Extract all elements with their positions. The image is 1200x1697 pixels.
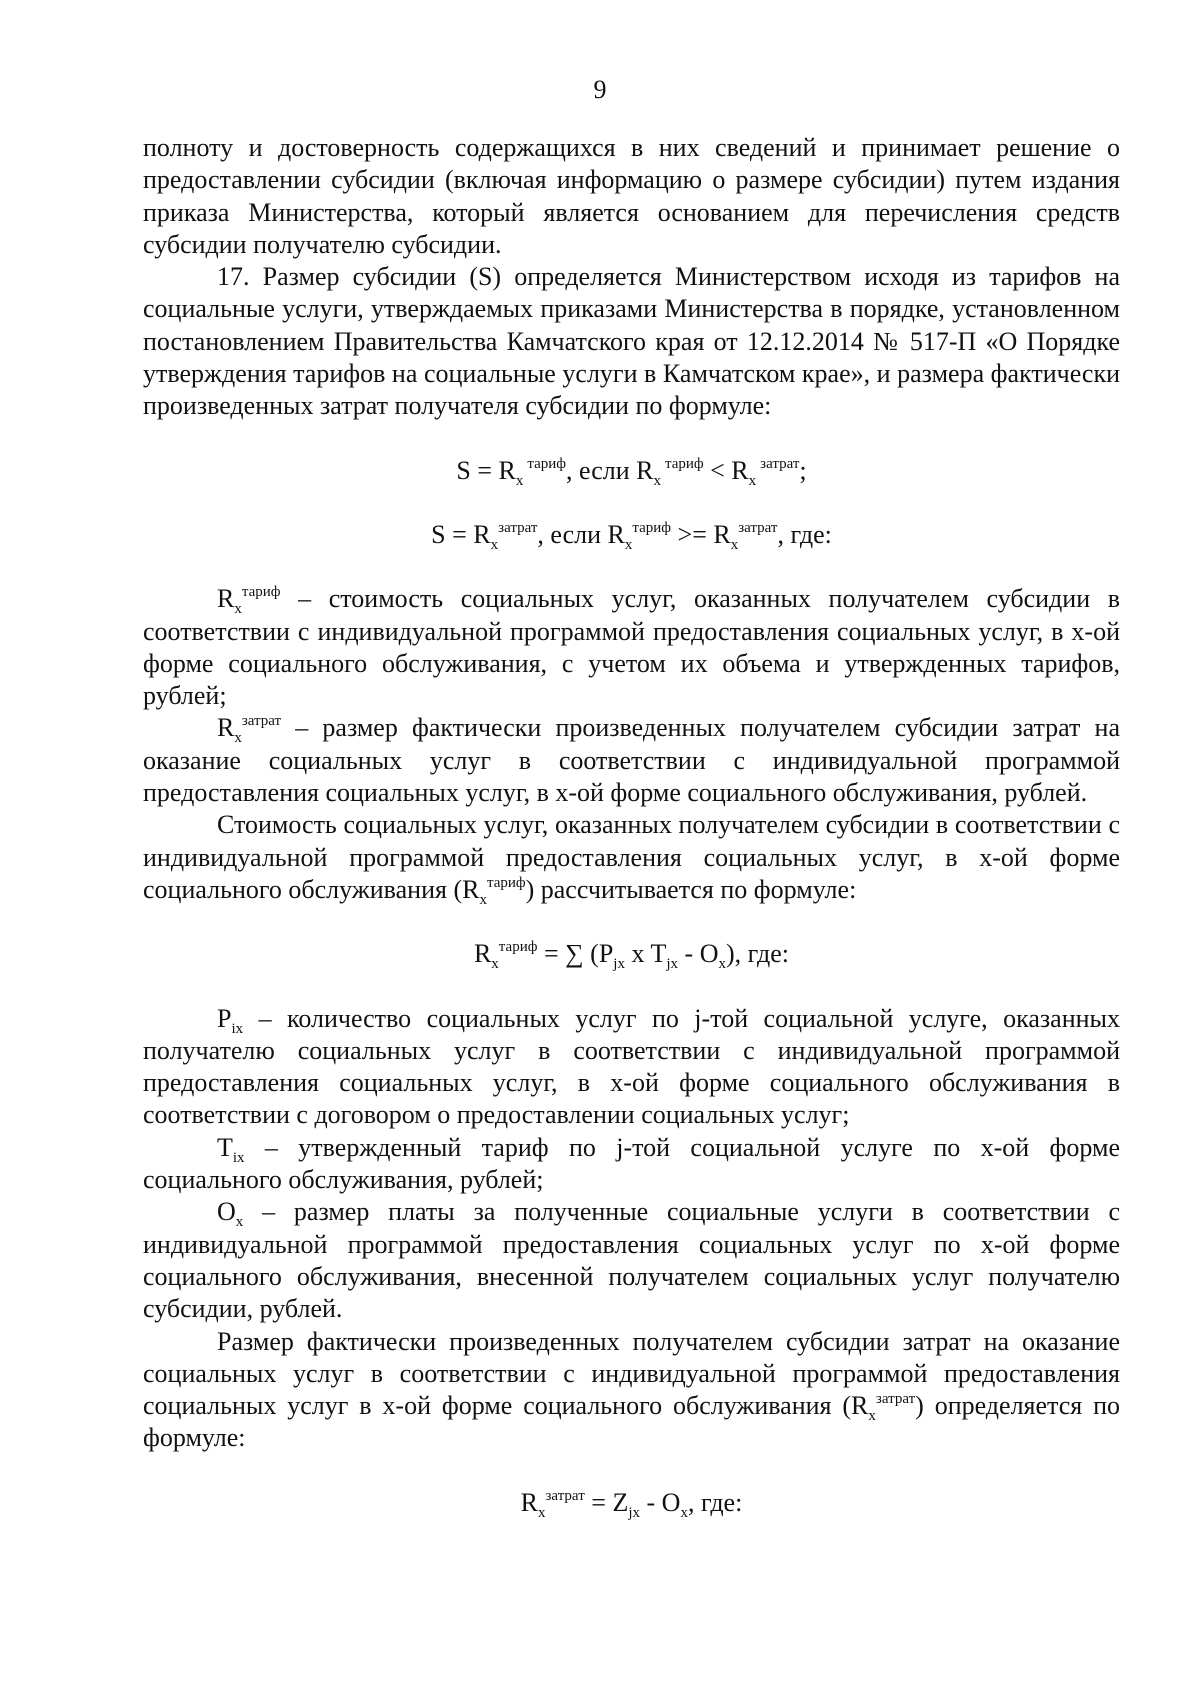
formula-s-tarif: $S = R_x^{тариф}$, если $R_x^{тариф} < R_x^{затрат}$; (456, 455, 807, 489)
formula-r-tarif: $R_x^{тариф}$ = ∑ ($P_{jx}$ x $T_{jx} - O_x$), где: (473, 939, 790, 973)
formula-s-zatrat: $S = R_x^{затрат}$, если $R_x^{тариф} >= R_x^{затрат}$, где: (431, 519, 832, 553)
formula-r-zatrat: $R_x^{затрат} = Z_{jx} - O_x$, где: (520, 1487, 743, 1521)
definition-r-tarif: $R_x^{тариф}$ – стоимость социальных услуг, оказанных получателем субсидии в соответствии с индивидуальной программой предоставления социальных услуг, в х-ой форме социального обслуживания, с учетом их объема и утвержденных тарифов, рублей; (143, 584, 1120, 711)
definition-o: $O_x$ – размер платы за полученные социальные услуги в соответствии с индивидуальной программой предоставления социальных услуг по х-ой форме социального обслуживания, внесенной получателем социальных услуг получателю субсидии, рублей. (143, 1197, 1120, 1324)
document-body (143, 132, 1120, 1519)
definition-r-zatrat: $R_x^{затрат}$ – размер фактически произведенных получателем субсидии затрат на оказание социальных услуг в соответствии с индивидуальной программой предоставления социальных услуг, в х-ой форме социального обслуживания, рублей. (143, 713, 1120, 808)
paragraph-intro: полноту и достоверность содержащихся в них сведений и принимает решение о предоставлении субсидии (включая информацию о размере субсидии) путем издания приказа Министерства, который является основанием для перечисления средств субсидии получателю субсидии. (143, 133, 1120, 259)
definition-p: $P_{ix}$ – количество социальных услуг по j-той социальной услуге, оказанных получателю социальных услуг в соответствии с индивидуальной программой предоставления социальных услуг, в х-ой форме социального обслуживания в соответствии с договором о предоставлении социальных услуг; (143, 1003, 1120, 1130)
paragraph-cost: Стоимость социальных услуг, оказанных получателем субсидии в соответствии с индивидуальной программой предоставления социальных услуг, в х-ой форме социального обслуживания $(R_x^{тариф})$ рассчитывается по формуле: (143, 810, 1120, 908)
paragraph-zatrat: Размер фактически произведенных получателем субсидии затрат на оказание социальных услуг в соответствии с индивидуальной программой предоставления социальных услуг в х-ой форме социального обслуживания $(R_x^{затрат})$ определяется по формуле: (143, 1326, 1121, 1453)
paragraph-17: 17. Размер субсидии (S) определяется Министерством исходя из тарифов на социальные услуги, утверждаемых приказами Министерства в порядке, установленном постановлением Правительства Камчатского края от 12.12.2014 № 517-П «О Порядке утверждения тарифов на социальные услуги в Камчатском крае», и размера фактически произведенных затрат получателя субсидии по формуле: (143, 262, 1120, 421)
definition-t: $T_{ix}$ – утвержденный тариф по j-той социальной услуге по х-ой форме социального обслуживания, рублей; (143, 1132, 1120, 1195)
page-number: 9 (593, 75, 607, 104)
